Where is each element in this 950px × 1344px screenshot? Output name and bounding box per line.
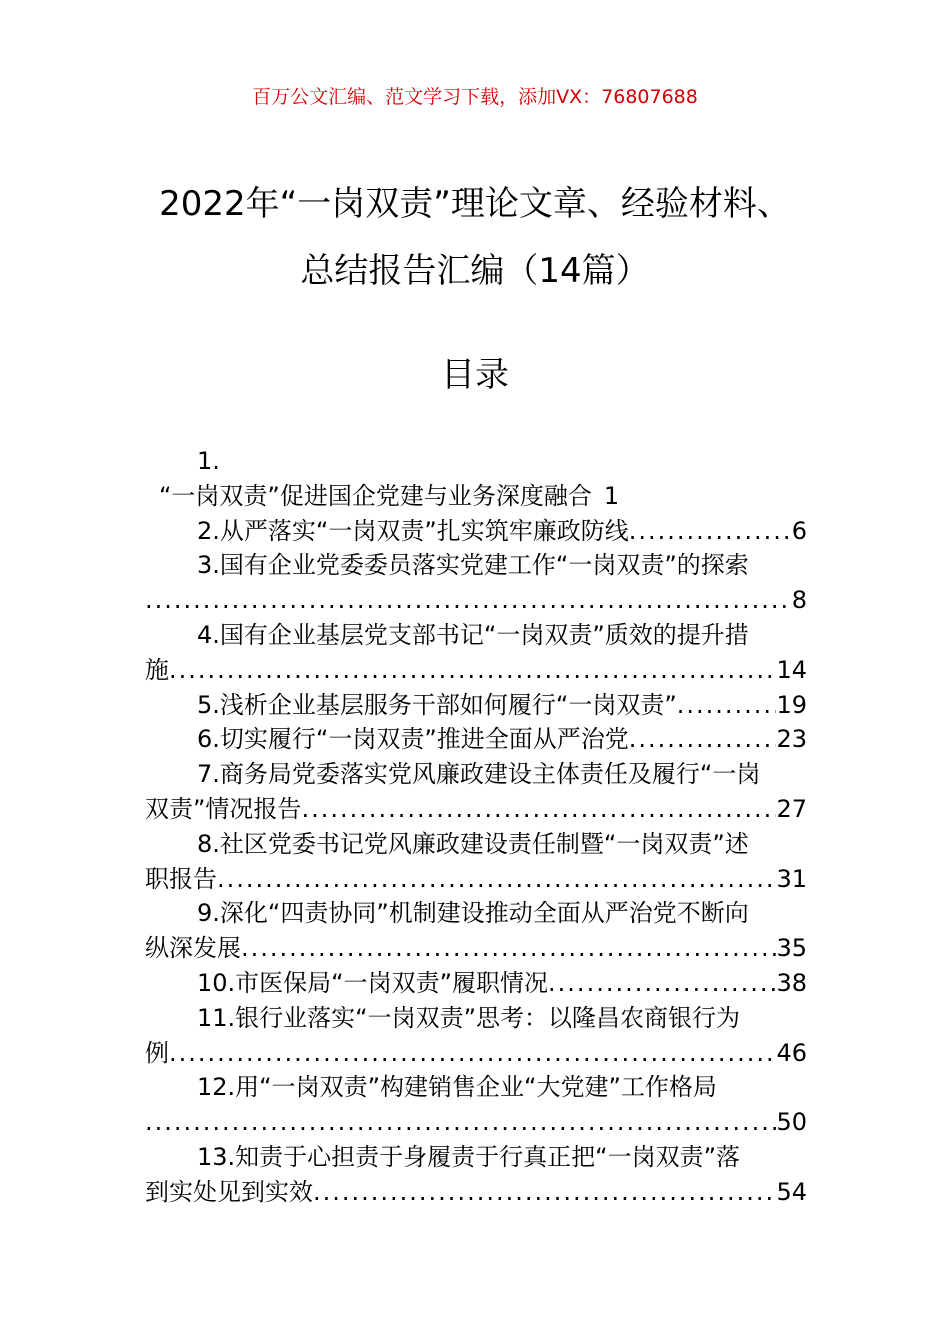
- toc-entry-5-page: 19: [776, 690, 807, 719]
- toc-entry-8-title-line-2: 职报告: [145, 864, 217, 893]
- toc-entry-9-title-line-2: 纵深发展: [145, 934, 241, 963]
- toc-entry-6[interactable]: [145, 722, 807, 757]
- toc-entry-3[interactable]: [145, 548, 807, 583]
- toc-entry-11-title-line-2: 例: [145, 1038, 169, 1067]
- toc-entry-3-page: 8: [791, 586, 807, 615]
- toc-entry-7-title-line-1: 7.商务局党委落实党风廉政建设主体责任及履行“一岗: [197, 760, 761, 789]
- toc-entry-12-leader: [145, 1105, 776, 1140]
- toc-entry-1-title: “一岗双责”促进国企党建与业务深度融合: [159, 481, 592, 510]
- header-banner: 百万公文汇编、范文学习下载，添加VX：76807688: [252, 86, 698, 108]
- toc-entry-2-page: 6: [791, 516, 807, 545]
- toc-entry-8-title-line-1: 8.社区党委书记党风廉政建设责任制暨“一岗双责”述: [197, 829, 749, 858]
- toc-entry-1[interactable]: [145, 479, 807, 514]
- toc-entry-1-number-line: [145, 444, 807, 479]
- toc-entry-5-title: 5.浅析企业基层服务干部如何履行“一岗双责”: [197, 690, 677, 719]
- toc-entry-11-page: 46: [776, 1038, 807, 1067]
- toc-entry-11-title-line-1: 11.银行业落实“一岗双责”思考：以隆昌农商银行为: [197, 1003, 741, 1032]
- toc-entry-6-title: 6.切实履行“一岗双责”推进全面从严治党: [197, 725, 629, 754]
- toc-entry-9-title-line-1: 9.深化“四责协同”机制建设推动全面从严治党不断向: [197, 899, 749, 928]
- toc-entry-6-leader: [629, 722, 777, 757]
- toc-entry-10-page: 38: [776, 968, 807, 997]
- toc-entry-12-continuation[interactable]: [145, 1105, 807, 1140]
- toc-entry-5-leader: [677, 688, 777, 723]
- toc-entry-7[interactable]: [145, 757, 807, 792]
- toc-entry-9-continuation[interactable]: [145, 931, 807, 966]
- toc-entry-13-leader: [313, 1175, 776, 1210]
- toc-entry-12-page: 50: [776, 1108, 807, 1137]
- toc-entry-6-page: 23: [776, 725, 807, 754]
- toc-entry-8-continuation[interactable]: [145, 862, 807, 897]
- toc-entry-13-continuation[interactable]: [145, 1175, 807, 1210]
- document-title-line-2: 总结报告汇编（14篇）: [300, 251, 650, 291]
- toc-entry-2-title: 2.从严落实“一岗双责”扎实筑牢廉政防线: [197, 516, 629, 545]
- toc-entry-3-continuation[interactable]: [145, 583, 807, 618]
- toc-entry-4-title-line-2: 施: [145, 655, 169, 684]
- toc-entry-7-page: 27: [776, 794, 807, 823]
- toc-entry-8[interactable]: [145, 827, 807, 862]
- toc-entry-1-page: 1: [603, 481, 620, 510]
- toc-entry-9-page: 35: [776, 934, 807, 963]
- toc-entry-8-leader: [217, 862, 776, 897]
- toc-entry-3-leader: [145, 583, 792, 618]
- toc-heading: 目录: [441, 355, 509, 395]
- toc-entry-9-leader: [241, 931, 776, 966]
- toc-entry-10-title: 10.市医保局“一岗双责”履职情况: [197, 968, 549, 997]
- toc-entry-4-continuation[interactable]: [145, 653, 807, 688]
- toc-entry-5[interactable]: [145, 688, 807, 723]
- toc-entry-7-leader: [301, 792, 776, 827]
- toc-entry-8-page: 31: [776, 864, 807, 893]
- toc-entry-4-title-line-1: 4.国有企业基层党支部书记“一岗双责”质效的提升措: [197, 620, 749, 649]
- toc-entry-3-title: 3.国有企业党委委员落实党建工作“一岗双责”的探索: [197, 551, 749, 580]
- document-title-line-1: 2022年“一岗双责”理论文章、经验材料、: [159, 184, 791, 224]
- toc-entry-2-leader: [629, 514, 792, 549]
- toc-entry-1-number: 1.: [197, 447, 220, 475]
- toc-entry-4-leader: [169, 653, 776, 688]
- toc-entry-11-continuation[interactable]: [145, 1036, 807, 1071]
- toc-entry-10-leader: [548, 966, 776, 1001]
- toc-entry-4[interactable]: [145, 618, 807, 653]
- toc-entry-13-title-line-2: 到实处见到实效: [145, 1177, 313, 1206]
- toc-entry-2[interactable]: [145, 514, 807, 549]
- toc-entry-9[interactable]: [145, 896, 807, 931]
- toc-entry-13-title-line-1: 13.知责于心担责于身履责于行真正把“一岗双责”落: [197, 1142, 741, 1171]
- toc-entry-12[interactable]: [145, 1070, 807, 1105]
- toc-entry-11[interactable]: [145, 1001, 807, 1036]
- toc-entry-10[interactable]: [145, 966, 807, 1001]
- toc-entry-12-title: 12.用“一岗双责”构建销售企业“大党建”工作格局: [197, 1073, 717, 1102]
- table-of-contents: [145, 444, 807, 1210]
- toc-entry-13-page: 54: [776, 1177, 807, 1206]
- toc-entry-13[interactable]: [145, 1140, 807, 1175]
- toc-entry-7-title-line-2: 双责”情况报告: [145, 794, 302, 823]
- toc-entry-4-page: 14: [776, 655, 807, 684]
- toc-entry-7-continuation[interactable]: [145, 792, 807, 827]
- toc-entry-11-leader: [169, 1036, 776, 1071]
